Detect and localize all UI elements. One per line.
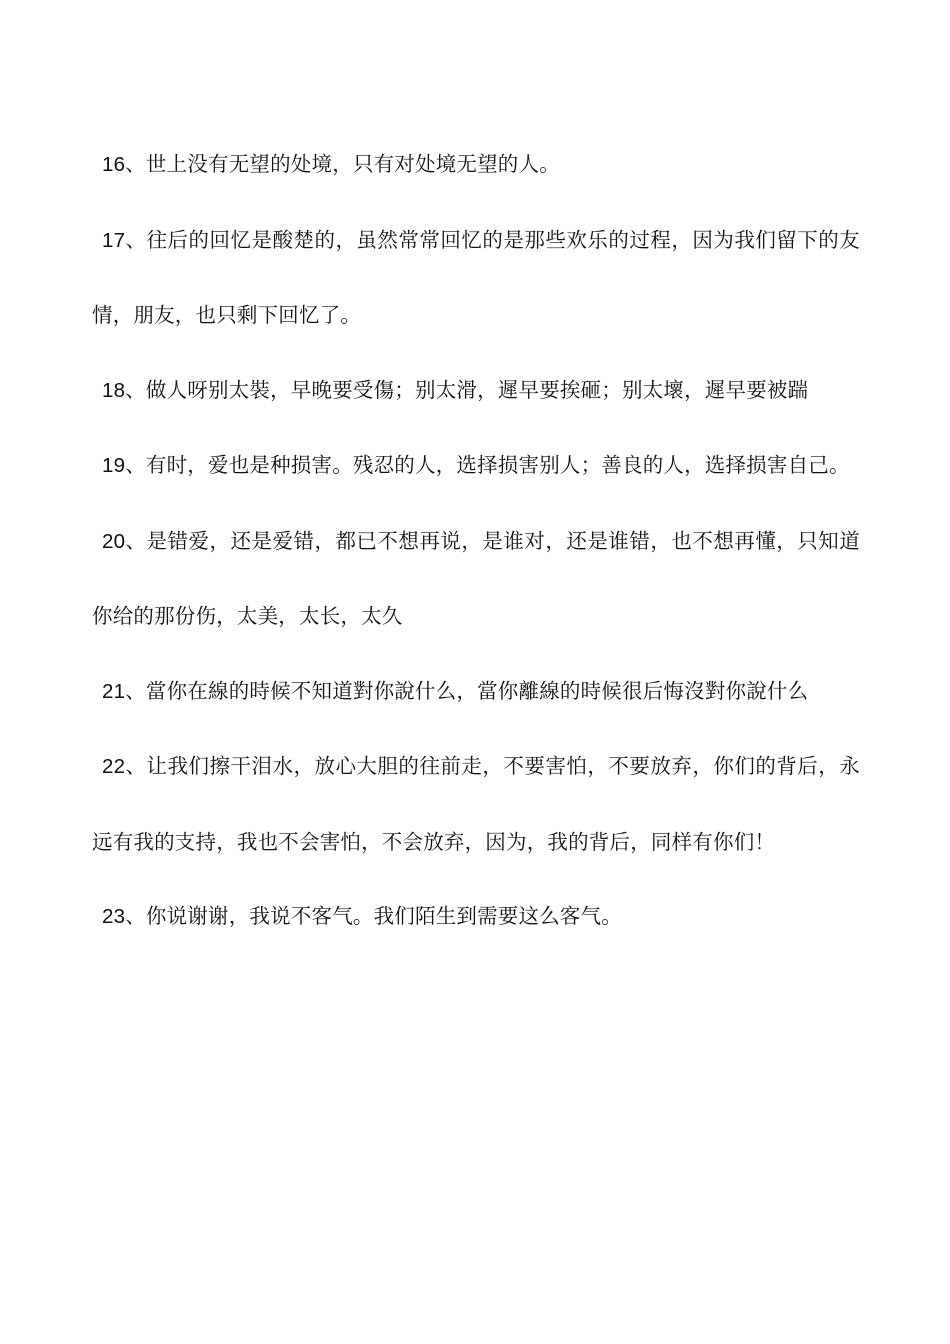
item-text: 有时，爱也是种损害。残忍的人，选择损害别人；善良的人，选择损害自己。 (145, 453, 850, 477)
item-separator: 、 (125, 377, 146, 402)
document-body (92, 127, 860, 955)
item-text: 做人呀别太裝，早晚要受傷；别太滑，遲早要挨砸；别太壞，遲早要被踹 (145, 377, 809, 402)
paragraph-22 (92, 729, 860, 879)
item-number: 21 (102, 679, 126, 703)
item-text: 當你在線的時候不知道對你說什么，當你離線的時候很后悔沒對你說什么 (145, 678, 809, 703)
item-separator: 、 (125, 453, 146, 477)
paragraph-18 (92, 353, 860, 429)
item-number: 18 (102, 378, 126, 402)
item-separator: 、 (125, 904, 146, 928)
paragraph-19 (92, 428, 860, 504)
item-number: 17 (102, 228, 126, 252)
item-number: 23 (102, 905, 126, 928)
item-text: 是错爱，还是爱错，都已不想再说，是谁对，还是谁错，也不想再懂，只知道你给的那份伤，太美，太长，太久 (92, 528, 860, 628)
item-separator: 、 (125, 754, 147, 778)
item-number: 19 (102, 454, 126, 477)
item-number: 22 (102, 755, 126, 778)
item-text: 世上没有无望的处境，只有对处境无望的人。 (145, 152, 560, 176)
item-text: 往后的回忆是酸楚的，虽然常常回忆的是那些欢乐的过程，因为我们留下的友情，朋友，也只剩下回忆了。 (92, 227, 860, 327)
item-separator: 、 (125, 227, 147, 252)
paragraph-21 (92, 654, 860, 730)
item-text: 你说谢谢，我说不客气。我们陌生到需要这么客气。 (145, 904, 623, 928)
paragraph-23 (92, 879, 860, 955)
item-number: 16 (102, 153, 126, 176)
item-number: 20 (102, 529, 126, 553)
item-text: 让我们擦干泪水，放心大胆的往前走，不要害怕，不要放弃，你们的背后，永远有我的支持，我也不会害怕，不会放弃，因为，我的背后，同样有你们！ (92, 754, 860, 854)
item-separator: 、 (125, 678, 146, 703)
item-separator: 、 (125, 528, 147, 553)
paragraph-20 (92, 504, 860, 654)
item-separator: 、 (125, 152, 146, 176)
paragraph-16 (92, 127, 860, 203)
paragraph-17 (92, 203, 860, 353)
